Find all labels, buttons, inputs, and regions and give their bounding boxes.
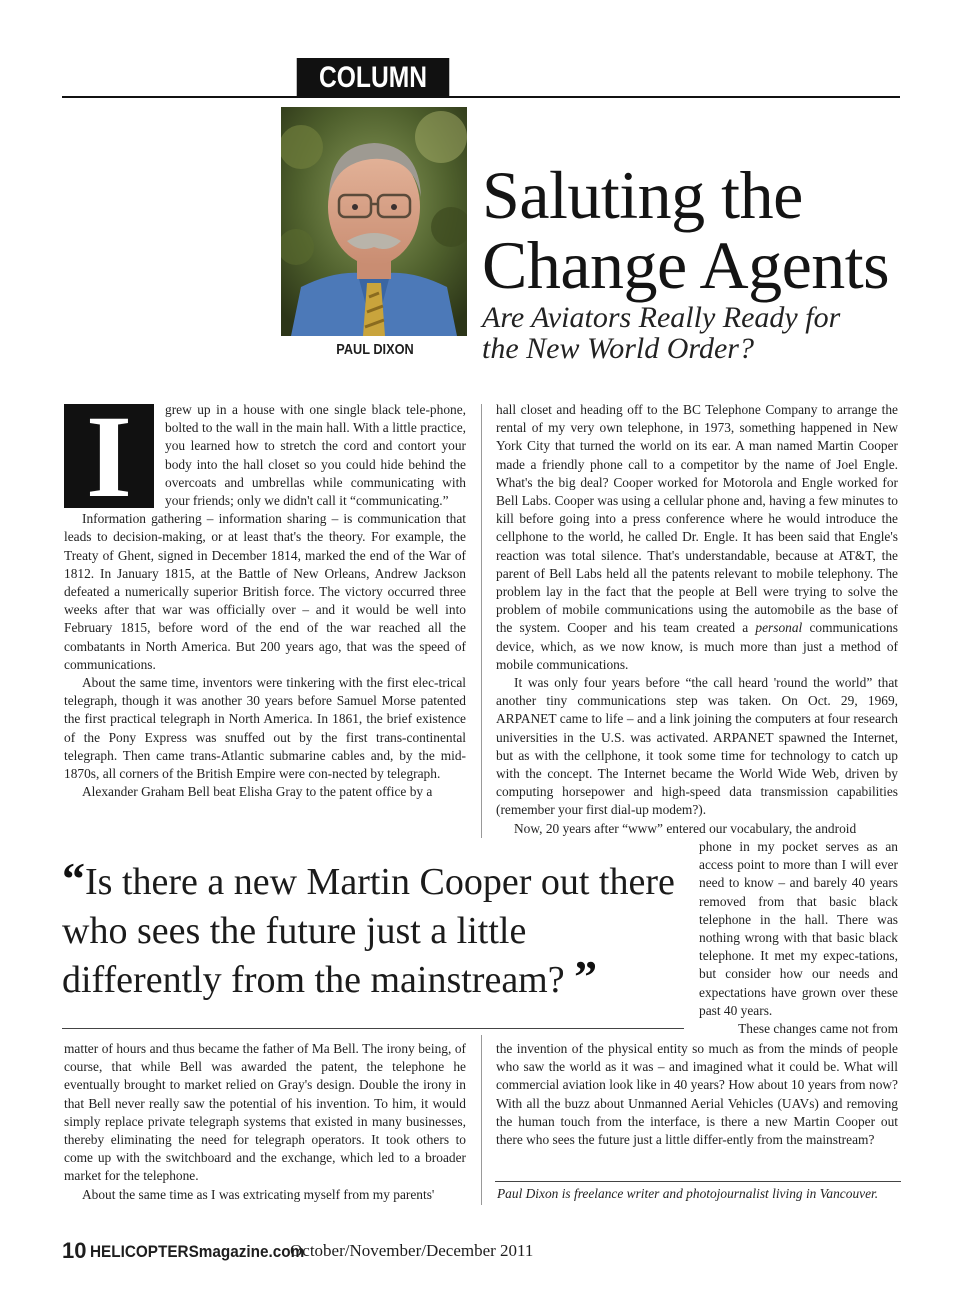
pull-quote — [62, 853, 682, 1005]
section-label: COLUMN — [297, 58, 450, 96]
paragraph: Alexander Graham Bell beat Elisha Gray to the patent office by a — [82, 784, 433, 800]
deck-line: Are Aviators Really Ready for — [482, 301, 841, 334]
paragraph: phone in my pocket serves as an access point to more than I will ever need to know – and barely 40 years removed from that basic black telephone in the hall. There was nothing wrong with that basic black telephone. It met my expec-tations, but consider how our needs and expectations have grown over these past 40 years. — [699, 839, 898, 1018]
headline — [482, 157, 942, 303]
headline-line: Change Agents — [482, 227, 890, 303]
page-number: 10 — [62, 1238, 87, 1263]
pull-quote-text: Is there a new Martin Cooper out there who sees the future just a little differently from the mainstream? — [62, 861, 675, 1001]
magazine-site[interactable]: HELICOPTERSmagazine.com — [90, 1242, 305, 1261]
text-run: hall closet and heading off to the BC Telephone Company to arrange the rental of my very own telephone, in 1973, something happened in New York City that turned the world on its ear. A man named Martin Cooper made a friendly phone call to a competitor by the name of Joel Engle. What's the big deal? Cooper worked for Motorola and Engle worked for Bell Labs. Cooper was using a cellular phone and, having a few minutes to kill before going into a press conference where he would introduce the cellphone to the world, he called Dr. Engle. It has been said that Engle's reaction was total silence. That's understandable, because at AT&T, the parent of Bell Labs held all the patents relevant to mobile telephony. The problem lay in the fact that the people at Bell were trying to solve the problem of mobile communications using the automobile as the base of the system. Cooper and his team created a — [496, 402, 898, 636]
column-1-top — [64, 401, 466, 801]
column-1-bottom — [64, 1040, 466, 1204]
close-quote-mark: ” — [574, 951, 598, 1002]
author-portrait-icon — [281, 107, 467, 336]
column-2-top — [496, 401, 898, 838]
paragraph: About the same time, inventors were tinkering with the first elec-trical telegraph, though it was another 30 years before Samuel Morse patented the first practical telegraph in North America. In 1861, the brief existence of the Pony Express was snuffed out by the first trans-continental telegraph. Then came trans-Atlantic submarine cables and, by the mid-1870s, all corners of the British Empire were con-nected by telegraph. — [64, 675, 466, 782]
headline-line: Saluting the — [482, 157, 803, 233]
paragraph: grew up in a house with one single black tele-phone, bolted to the wall in the main hall. With a little practice, you learned how to stretch the cord and contort your body into the hall closet so you could hide behind the overcoats and umbrellas while communicating with your friends; only we didn't call it “communicating.” — [165, 402, 466, 509]
paragraph — [496, 401, 898, 674]
bio-rule — [495, 1181, 901, 1182]
paragraph: These changes came not from — [738, 1021, 898, 1037]
paragraph: It was only four years before “the call heard 'round the world” that another tiny communications step was taken. On Oct. 29, 1969, ARPANET came to life – and a link joining the computers at four research universities in the U.S. was activated. ARPANET spawned the Internet, but as with the cellphone, it took some time for technology to catch up with the concept. The Internet became the World Wide Web, driven by computing horsepower and high-speed data transmission capabilities (remember your first dial-up modem?). — [496, 675, 898, 818]
column-divider — [481, 404, 482, 838]
drop-cap-letter: I — [86, 391, 132, 522]
paragraph: matter of hours and thus became the father of Ma Bell. The irony being, of course, that while Bell was awarded the patent, the telephone he eventually brought to market relied on Gray's design. Double the irony in that Bell never really saw the potential of his invention. To him, it would simply replace private telegraph systems that existed in many businesses, thereby eliminating the need for telegraph operators. It took others to come up with the switchboard and the exchange, which led to a broader market for the telephone. — [64, 1041, 466, 1184]
paragraph: About the same time as I was extricating myself from my parents' — [82, 1186, 435, 1202]
column-divider — [481, 1035, 482, 1205]
column-2-bottom — [496, 1040, 898, 1149]
author-photo — [281, 107, 467, 336]
open-quote-mark: “ — [62, 853, 85, 904]
page-footer — [62, 1238, 662, 1268]
column-2-wrap — [699, 838, 898, 1038]
author-name: PAUL DIXON — [336, 341, 414, 358]
paragraph: Information gathering – information sharing – is communication that leads to decision-making, or at least that's the theory. For example, the Treaty of Ghent, signed in December 1814, marked the end of the War of 1812. In January 1815, at the Battle of New Orleans, Andrew Jackson defeated a numerically superior British force. The victory occurred three weeks after that war was officially over – and it would be well into February 1815, before word of the end of the war reached all the combatants in North America. But 200 years ago, that was the speed of communications. — [64, 511, 466, 672]
deck — [482, 302, 902, 364]
paragraph: Now, 20 years after “www” entered our vocabulary, the android — [514, 820, 857, 836]
paragraph: the invention of the physical entity so much as from the minds of people who saw the world as it was – and imagined what it could be. What will commercial aviation look like in 40 years? How about 10 years from now? With all the buzz about Unmanned Aerial Vehicles (UAVs) and removing the human touch from the interface, is there a new Martin Cooper out there who sees the future just a little differ-ently from the mainstream? — [496, 1041, 898, 1148]
text-run: communications device, which, as we now know, is much more than just a method of mobile communications. — [496, 620, 898, 672]
issue-date: October/November/December 2011 — [290, 1241, 534, 1260]
header-rule — [62, 96, 900, 98]
pull-quote-rule — [62, 1028, 684, 1029]
text-run-italic: personal — [755, 620, 803, 636]
deck-line: the New World Order? — [482, 332, 754, 365]
author-bio: Paul Dixon is freelance writer and photojournalist living in Vancouver. — [497, 1186, 879, 1201]
